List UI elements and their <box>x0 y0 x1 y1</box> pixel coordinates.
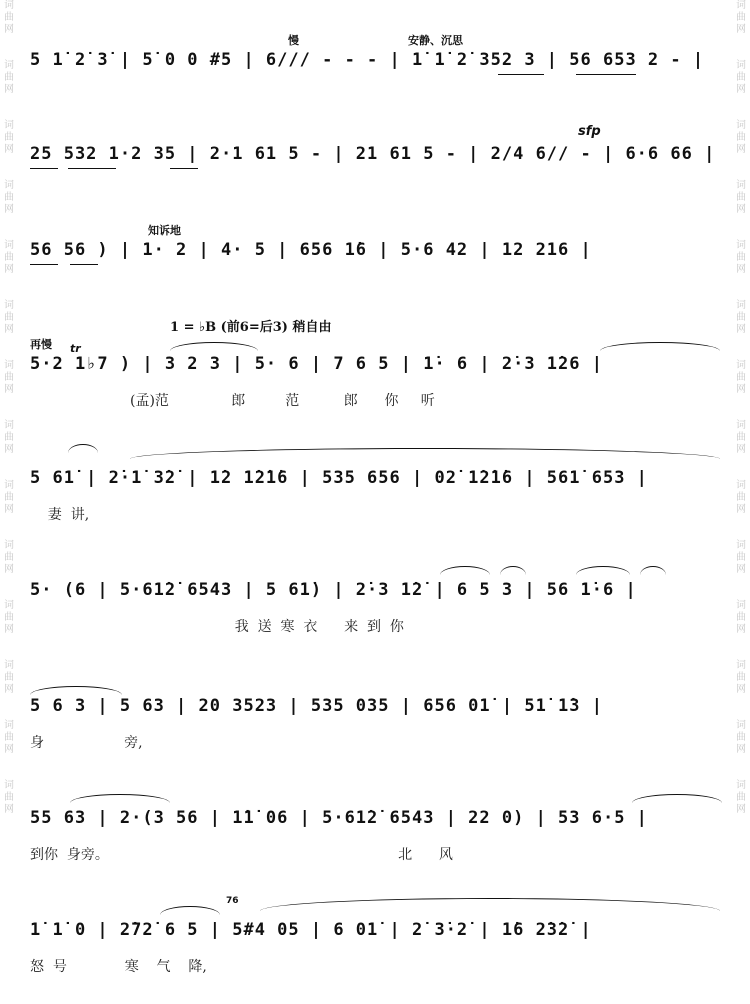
watermark-text: 词曲网 <box>736 780 746 815</box>
lyrics-line: 妻 讲, <box>30 507 90 523</box>
watermark-text: 词曲网 <box>4 660 14 695</box>
watermark-text: 词曲网 <box>736 0 746 35</box>
phrase-slur <box>640 566 666 575</box>
notation-line: 55 63 | 2·(3 56 | 1̇1̇ 06 | 5·61̇2̇ 6543 | 22 0) | 53 6·5 | <box>30 808 648 828</box>
left-watermark-strip <box>0 0 18 1004</box>
phrase-slur <box>260 898 720 911</box>
phrase-slur <box>632 794 722 803</box>
notation-line: 25 532 1·2 35 | 2·1 61 5 - | 21 61 5 - | 2/4 6// - | 6·6 66 | <box>30 144 716 164</box>
notation-line: 1̇ 1̇ 0 | 2̇72̇ 6 5 | 5#4 05 | 6 01̇ | 2̇ 3̇·2̇ | 1̇6 2̇3̇2̇ | <box>30 920 592 940</box>
phrase-slur <box>130 448 720 459</box>
tempo-mark: 慢 <box>288 34 299 47</box>
notation-line: 5 1̇ 2̇ 3̇ | 5̇ 0 0 #5 | 6/// - - - | 1̇ 1̇ 2̇ 352 3 | 56 653 2 - | <box>30 50 705 70</box>
phrase-slur <box>70 794 170 803</box>
lyrics-line: 我 送 寒 衣 来 到 你 <box>30 619 404 635</box>
watermark-text: 词曲网 <box>736 60 746 95</box>
phrase-slur <box>600 342 720 351</box>
beat-underline <box>70 264 98 265</box>
watermark-text: 词曲网 <box>4 240 14 275</box>
beat-underline <box>30 168 58 169</box>
watermark-text: 词曲网 <box>4 0 14 35</box>
watermark-text: 词曲网 <box>736 120 746 155</box>
beat-underline <box>576 74 636 75</box>
watermark-text: 词曲网 <box>4 60 14 95</box>
watermark-text: 词曲网 <box>736 180 746 215</box>
watermark-text: 词曲网 <box>736 600 746 635</box>
phrase-slur <box>68 444 98 453</box>
score-system-6 <box>30 550 730 640</box>
watermark-text: 词曲网 <box>4 360 14 395</box>
watermark-text: 词曲网 <box>736 480 746 515</box>
key-signature: 1 = ♭B (前6=后3) 稍自由 <box>170 320 332 335</box>
watermark-text: 词曲网 <box>736 720 746 755</box>
score-system-8 <box>30 782 730 872</box>
watermark-text: 词曲网 <box>736 240 746 275</box>
dynamic-mark: sfp <box>578 124 601 139</box>
notation-line: 5· (6 | 5·61̇2̇ 6543 | 5 61̇) | 2̇·3 1̇2̇ | 6 5 3 | 56 1̇·6 | <box>30 580 637 600</box>
watermark-text: 词曲网 <box>736 300 746 335</box>
phrase-slur <box>30 686 122 695</box>
watermark-text: 词曲网 <box>4 540 14 575</box>
tempo-mark: 再慢 <box>30 338 52 351</box>
lyrics-line: 身 旁, <box>30 735 143 751</box>
watermark-text: 词曲网 <box>4 780 14 815</box>
beat-underline <box>68 168 116 169</box>
right-watermark-strip <box>732 0 750 1004</box>
beat-underline <box>170 168 198 169</box>
phrase-slur <box>500 566 526 575</box>
watermark-text: 词曲网 <box>4 420 14 455</box>
trill-mark: tr <box>70 342 81 355</box>
expression-mark: 安静、沉思 <box>408 34 463 47</box>
grace-note-mark: 76 <box>226 896 239 906</box>
notation-line: 5·2 1♭7 ) | 3 2 3 | 5· 6 | 7 6 5 | 1̇· 6 | 2̇·3 1̇26 | <box>30 354 603 374</box>
watermark-text: 词曲网 <box>736 420 746 455</box>
watermark-text: 词曲网 <box>736 360 746 395</box>
watermark-text: 词曲网 <box>4 600 14 635</box>
watermark-text: 词曲网 <box>4 480 14 515</box>
beat-underline <box>498 74 544 75</box>
phrase-slur <box>160 906 220 915</box>
notation-line: 5 61̇ | 2̇·1̇ 3̇2̇ | 1̇2 1̇2̇1̇6 | 535 656 | 02̇ 1̇2̇1̇6 | 561̇ 653 | <box>30 468 648 488</box>
watermark-text: 词曲网 <box>736 540 746 575</box>
lyrics-line: 怒 号 寒 气 降, <box>30 959 207 975</box>
phrase-slur <box>576 566 630 575</box>
notation-line: 56 56 ) | 1· 2 | 4· 5 | 656 1̇6 | 5·6 42 | 12 216 | <box>30 240 592 260</box>
phrase-slur <box>170 342 258 351</box>
score-system-3 <box>30 218 730 298</box>
score-system-2 <box>30 122 730 202</box>
lyrics-line: 到你 身旁。 北 风 <box>30 847 453 863</box>
expression-mark: 知诉地 <box>148 224 181 237</box>
score-system-7 <box>30 670 730 760</box>
watermark-text: 词曲网 <box>4 120 14 155</box>
score-system-1 <box>30 28 730 108</box>
score-system-4 <box>30 312 730 412</box>
lyrics-line: (孟)范 郎 范 郎 你 听 <box>130 393 435 409</box>
phrase-slur <box>440 566 490 575</box>
watermark-text: 词曲网 <box>4 720 14 755</box>
watermark-text: 词曲网 <box>4 180 14 215</box>
watermark-text: 词曲网 <box>4 300 14 335</box>
score-system-9 <box>30 892 730 992</box>
score-system-5 <box>30 438 730 528</box>
beat-underline <box>30 264 58 265</box>
watermark-text: 词曲网 <box>736 660 746 695</box>
notation-line: 5 6 3 | 5 63 | 20 3523 | 535 035 | 656 01̇ | 51̇ 1̇3 | <box>30 696 603 716</box>
